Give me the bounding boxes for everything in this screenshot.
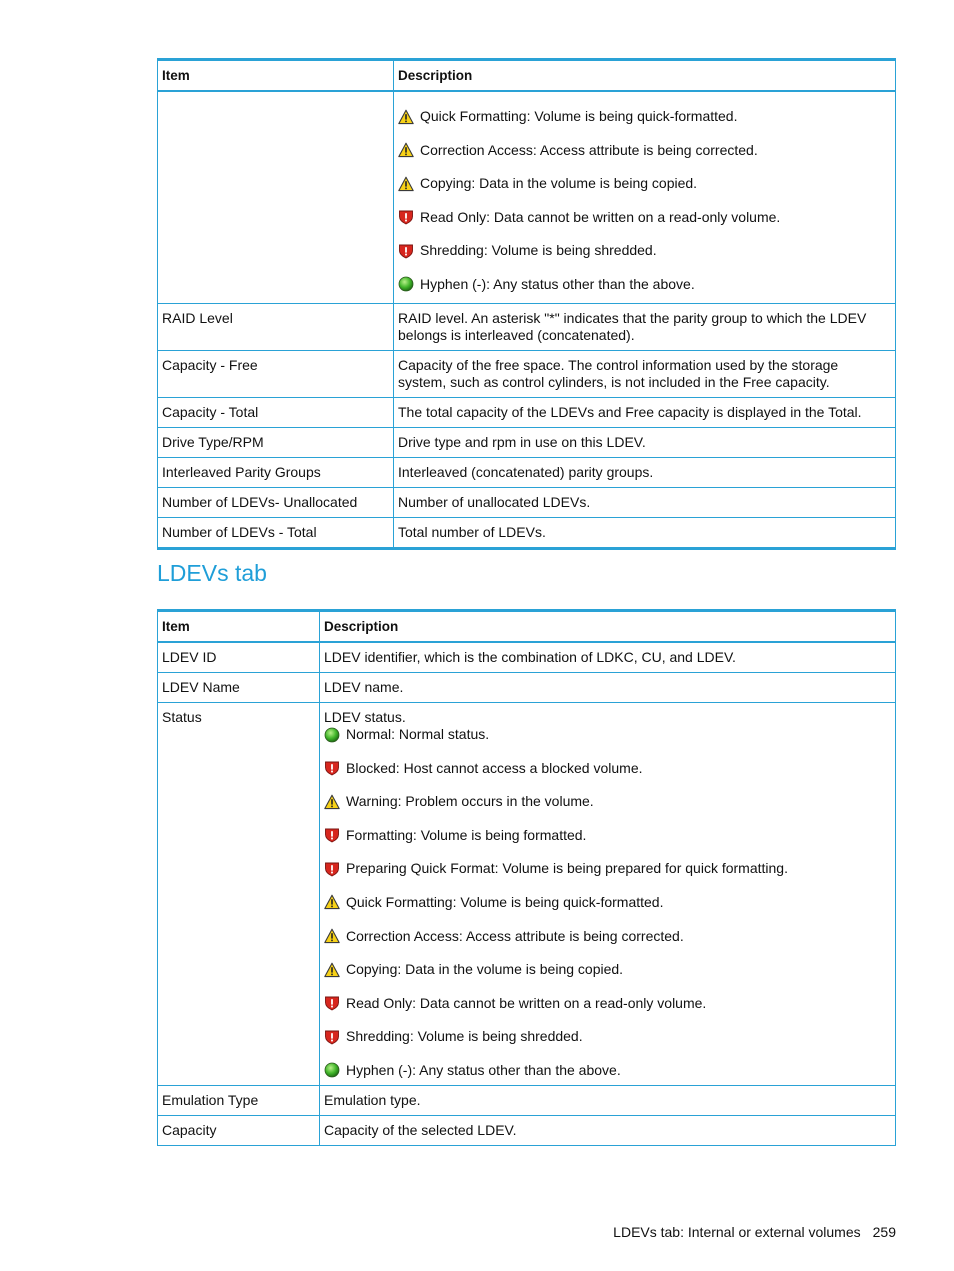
header-description: Description [320, 611, 896, 643]
table-row [158, 703, 896, 1086]
page-number: 259 [872, 1224, 896, 1240]
table-row [158, 91, 896, 303]
table-continued [157, 58, 896, 550]
status-text: Warning: Problem occurs in the volume. [346, 793, 594, 810]
row-description: Number of unallocated LDEVs. [394, 487, 896, 517]
status-item [398, 142, 890, 159]
row-item: Status [158, 703, 320, 1086]
row-description: RAID level. An asterisk "*" indicates that the parity group to which the LDEV belongs is interleaved (concatenated). [394, 303, 896, 350]
header-item: Item [158, 60, 394, 92]
row-item: Capacity - Total [158, 397, 394, 427]
table-row [158, 487, 896, 517]
status-text: Shredding: Volume is being shredded. [420, 242, 657, 259]
error-icon [324, 861, 340, 877]
status-text: Quick Formatting: Volume is being quick-formatted. [346, 893, 664, 910]
status-intro: LDEV status. [324, 709, 406, 725]
normal-icon [324, 1062, 340, 1078]
error-icon [398, 243, 414, 259]
row-description: Drive type and rpm in use on this LDEV. [394, 427, 896, 457]
status-text: Read Only: Data cannot be written on a read-only volume. [346, 994, 707, 1011]
status-text: Quick Formatting: Volume is being quick-formatted. [420, 108, 738, 124]
status-text: Read Only: Data cannot be written on a read-only volume. [420, 208, 781, 225]
status-text: Hyphen (-): Any status other than the above. [420, 275, 695, 292]
warning-icon [398, 176, 414, 192]
error-icon [398, 209, 414, 225]
status-item [324, 1028, 890, 1045]
row-description: LDEV name. [320, 673, 896, 703]
status-text: Correction Access: Access attribute is being corrected. [346, 927, 684, 944]
row-item: Interleaved Parity Groups [158, 457, 394, 487]
row-description: Interleaved (concatenated) parity groups. [394, 457, 896, 487]
row-item: LDEV ID [158, 642, 320, 673]
error-icon [324, 827, 340, 843]
row-description [394, 91, 896, 303]
status-text: Normal: Normal status. [346, 726, 490, 742]
error-icon [324, 760, 340, 776]
table-row [158, 1115, 896, 1145]
warning-icon [398, 142, 414, 158]
status-list [324, 726, 890, 1079]
row-item: Drive Type/RPM [158, 427, 394, 457]
page-footer [613, 1224, 896, 1240]
status-item [324, 860, 890, 877]
error-icon [324, 995, 340, 1011]
header-description: Description [394, 60, 896, 92]
status-text: Hyphen (-): Any status other than the above. [346, 1061, 621, 1078]
status-item [324, 894, 890, 911]
row-item: Number of LDEVs- Unallocated [158, 487, 394, 517]
row-item: Number of LDEVs - Total [158, 517, 394, 548]
status-text: Correction Access: Access attribute is being corrected. [420, 141, 758, 158]
status-text: Formatting: Volume is being formatted. [346, 826, 587, 843]
row-item: Capacity - Free [158, 350, 394, 397]
footer-text: LDEVs tab: Internal or external volumes [613, 1224, 861, 1240]
row-description: The total capacity of the LDEVs and Free capacity is displayed in the Total. [394, 397, 896, 427]
warning-icon [324, 794, 340, 810]
warning-icon [398, 109, 414, 125]
table-row [158, 350, 896, 397]
status-text: Copying: Data in the volume is being copied. [420, 175, 698, 192]
table-row [158, 673, 896, 703]
status-item [398, 175, 890, 192]
row-description: Total number of LDEVs. [394, 517, 896, 548]
status-item [324, 827, 890, 844]
status-item [324, 928, 890, 945]
status-item [324, 760, 890, 777]
table-row [158, 397, 896, 427]
row-description: Capacity of the free space. The control information used by the storage system, such as control cylinders, is not included in the Free capacity. [394, 350, 896, 397]
section-title: LDEVs tab [157, 560, 267, 586]
ldevs-tab-table [157, 609, 896, 1146]
status-item [398, 242, 890, 259]
warning-icon [324, 894, 340, 910]
status-text: Blocked: Host cannot access a blocked volume. [346, 759, 643, 776]
status-item [324, 793, 890, 810]
normal-icon [398, 276, 414, 292]
row-description [320, 703, 896, 1086]
row-description: Emulation type. [320, 1085, 896, 1115]
status-text: Copying: Data in the volume is being copied. [346, 961, 624, 978]
row-item: Capacity [158, 1115, 320, 1145]
row-description: Capacity of the selected LDEV. [320, 1115, 896, 1145]
status-item [324, 726, 890, 743]
status-text: Preparing Quick Format: Volume is being prepared for quick formatting. [346, 860, 788, 877]
table-row [158, 457, 896, 487]
error-icon [324, 1029, 340, 1045]
status-item [324, 995, 890, 1012]
warning-icon [324, 928, 340, 944]
row-item [158, 91, 394, 303]
row-description: LDEV identifier, which is the combination of LDKC, CU, and LDEV. [320, 642, 896, 673]
table-row [158, 427, 896, 457]
row-item: LDEV Name [158, 673, 320, 703]
row-item: Emulation Type [158, 1085, 320, 1115]
status-item [324, 1062, 890, 1079]
status-item [398, 276, 890, 293]
status-item [398, 209, 890, 226]
warning-icon [324, 962, 340, 978]
table-row [158, 642, 896, 673]
table-row [158, 1085, 896, 1115]
table-row [158, 303, 896, 350]
status-item [398, 108, 890, 125]
row-item: RAID Level [158, 303, 394, 350]
status-item [324, 961, 890, 978]
normal-icon [324, 727, 340, 743]
table-row [158, 517, 896, 548]
header-item: Item [158, 611, 320, 643]
status-list [398, 98, 890, 297]
status-text: Shredding: Volume is being shredded. [346, 1028, 583, 1045]
